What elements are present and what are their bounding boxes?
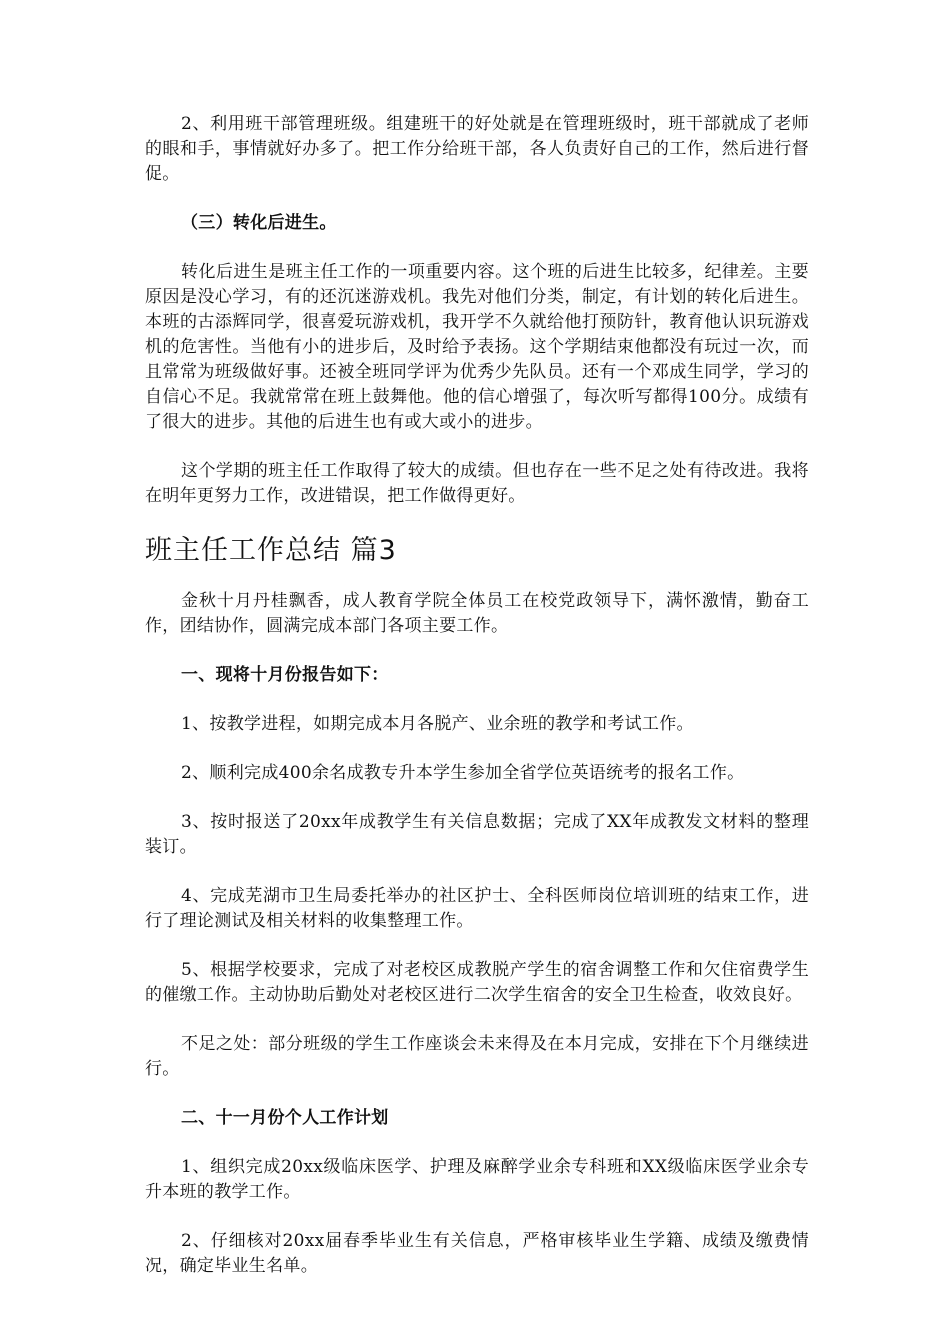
document-page: [145, 112, 809, 1303]
paragraph: 金秋十月丹桂飘香，成人教育学院全体员工在校党政领导下，满怀激情，勤奋工作，团结协作，圆满完成本部门各项主要工作。: [145, 591, 809, 636]
paragraph: 2、利用班干部管理班级。组建班干的好处就是在管理班级时，班干部就成了老师的眼和手，事情就好办多了。把工作分给班干部，各人负责好自己的工作，然后进行督促。: [145, 114, 809, 184]
subheading: 二、十一月份个人工作计划: [181, 1108, 389, 1128]
subheading: 一、现将十月份报告如下：: [181, 665, 389, 685]
paragraph: 2、顺利完成400余名成教专升本学生参加全省学位英语统考的报名工作。: [181, 763, 745, 783]
paragraph: 1、按教学进程，如期完成本月各脱产、业余班的教学和考试工作。: [181, 714, 694, 734]
paragraph: 2、仔细核对20xx届春季毕业生有关信息，严格审核毕业生学籍、成绩及缴费情况，确定毕业生名单。: [145, 1231, 809, 1276]
paragraph: 1、组织完成20xx级临床医学、护理及麻醉学业余专科班和XX级临床医学业余专升本班的教学工作。: [145, 1157, 809, 1202]
paragraph: 3、按时报送了20xx年成教学生有关信息数据；完成了XX年成教发文材料的整理装订。: [145, 812, 809, 857]
subheading: （三）转化后进生。: [181, 213, 337, 233]
paragraph: 这个学期的班主任工作取得了较大的成绩。但也存在一些不足之处有待改进。我将在明年更努力工作，改进错误，把工作做得更好。: [145, 461, 809, 506]
section-title: 班主任工作总结 篇3: [145, 535, 397, 566]
paragraph: 转化后进生是班主任工作的一项重要内容。这个班的后进生比较多，纪律差。主要原因是没心学习，有的还沉迷游戏机。我先对他们分类，制定，有计划的转化后进生。本班的古添辉同学，很喜爱玩游戏机，我开学不久就给他打预防针，教育他认识玩游戏机的危害性。当他有小的进步后，及时给予表扬。这个学期结束他都没有玩过一次，而且常常为班级做好事。还被全班同学评为优秀少先队员。还有一个邓成生同学，学习的自信心不足。我就常常在班上鼓舞他。他的信心增强了，每次听写都得100分。成绩有了很大的进步。其他的后进生也有或大或小的进步。: [145, 262, 809, 432]
paragraph: 不足之处：部分班级的学生工作座谈会未来得及在本月完成，安排在下个月继续进行。: [145, 1034, 809, 1079]
paragraph: 5、根据学校要求，完成了对老校区成教脱产学生的宿舍调整工作和欠住宿费学生的催缴工作。主动协助后勤处对老校区进行二次学生宿舍的安全卫生检查，收效良好。: [145, 960, 809, 1005]
paragraph: 4、完成芜湖市卫生局委托举办的社区护士、全科医师岗位培训班的结束工作，进行了理论测试及相关材料的收集整理工作。: [145, 886, 809, 931]
